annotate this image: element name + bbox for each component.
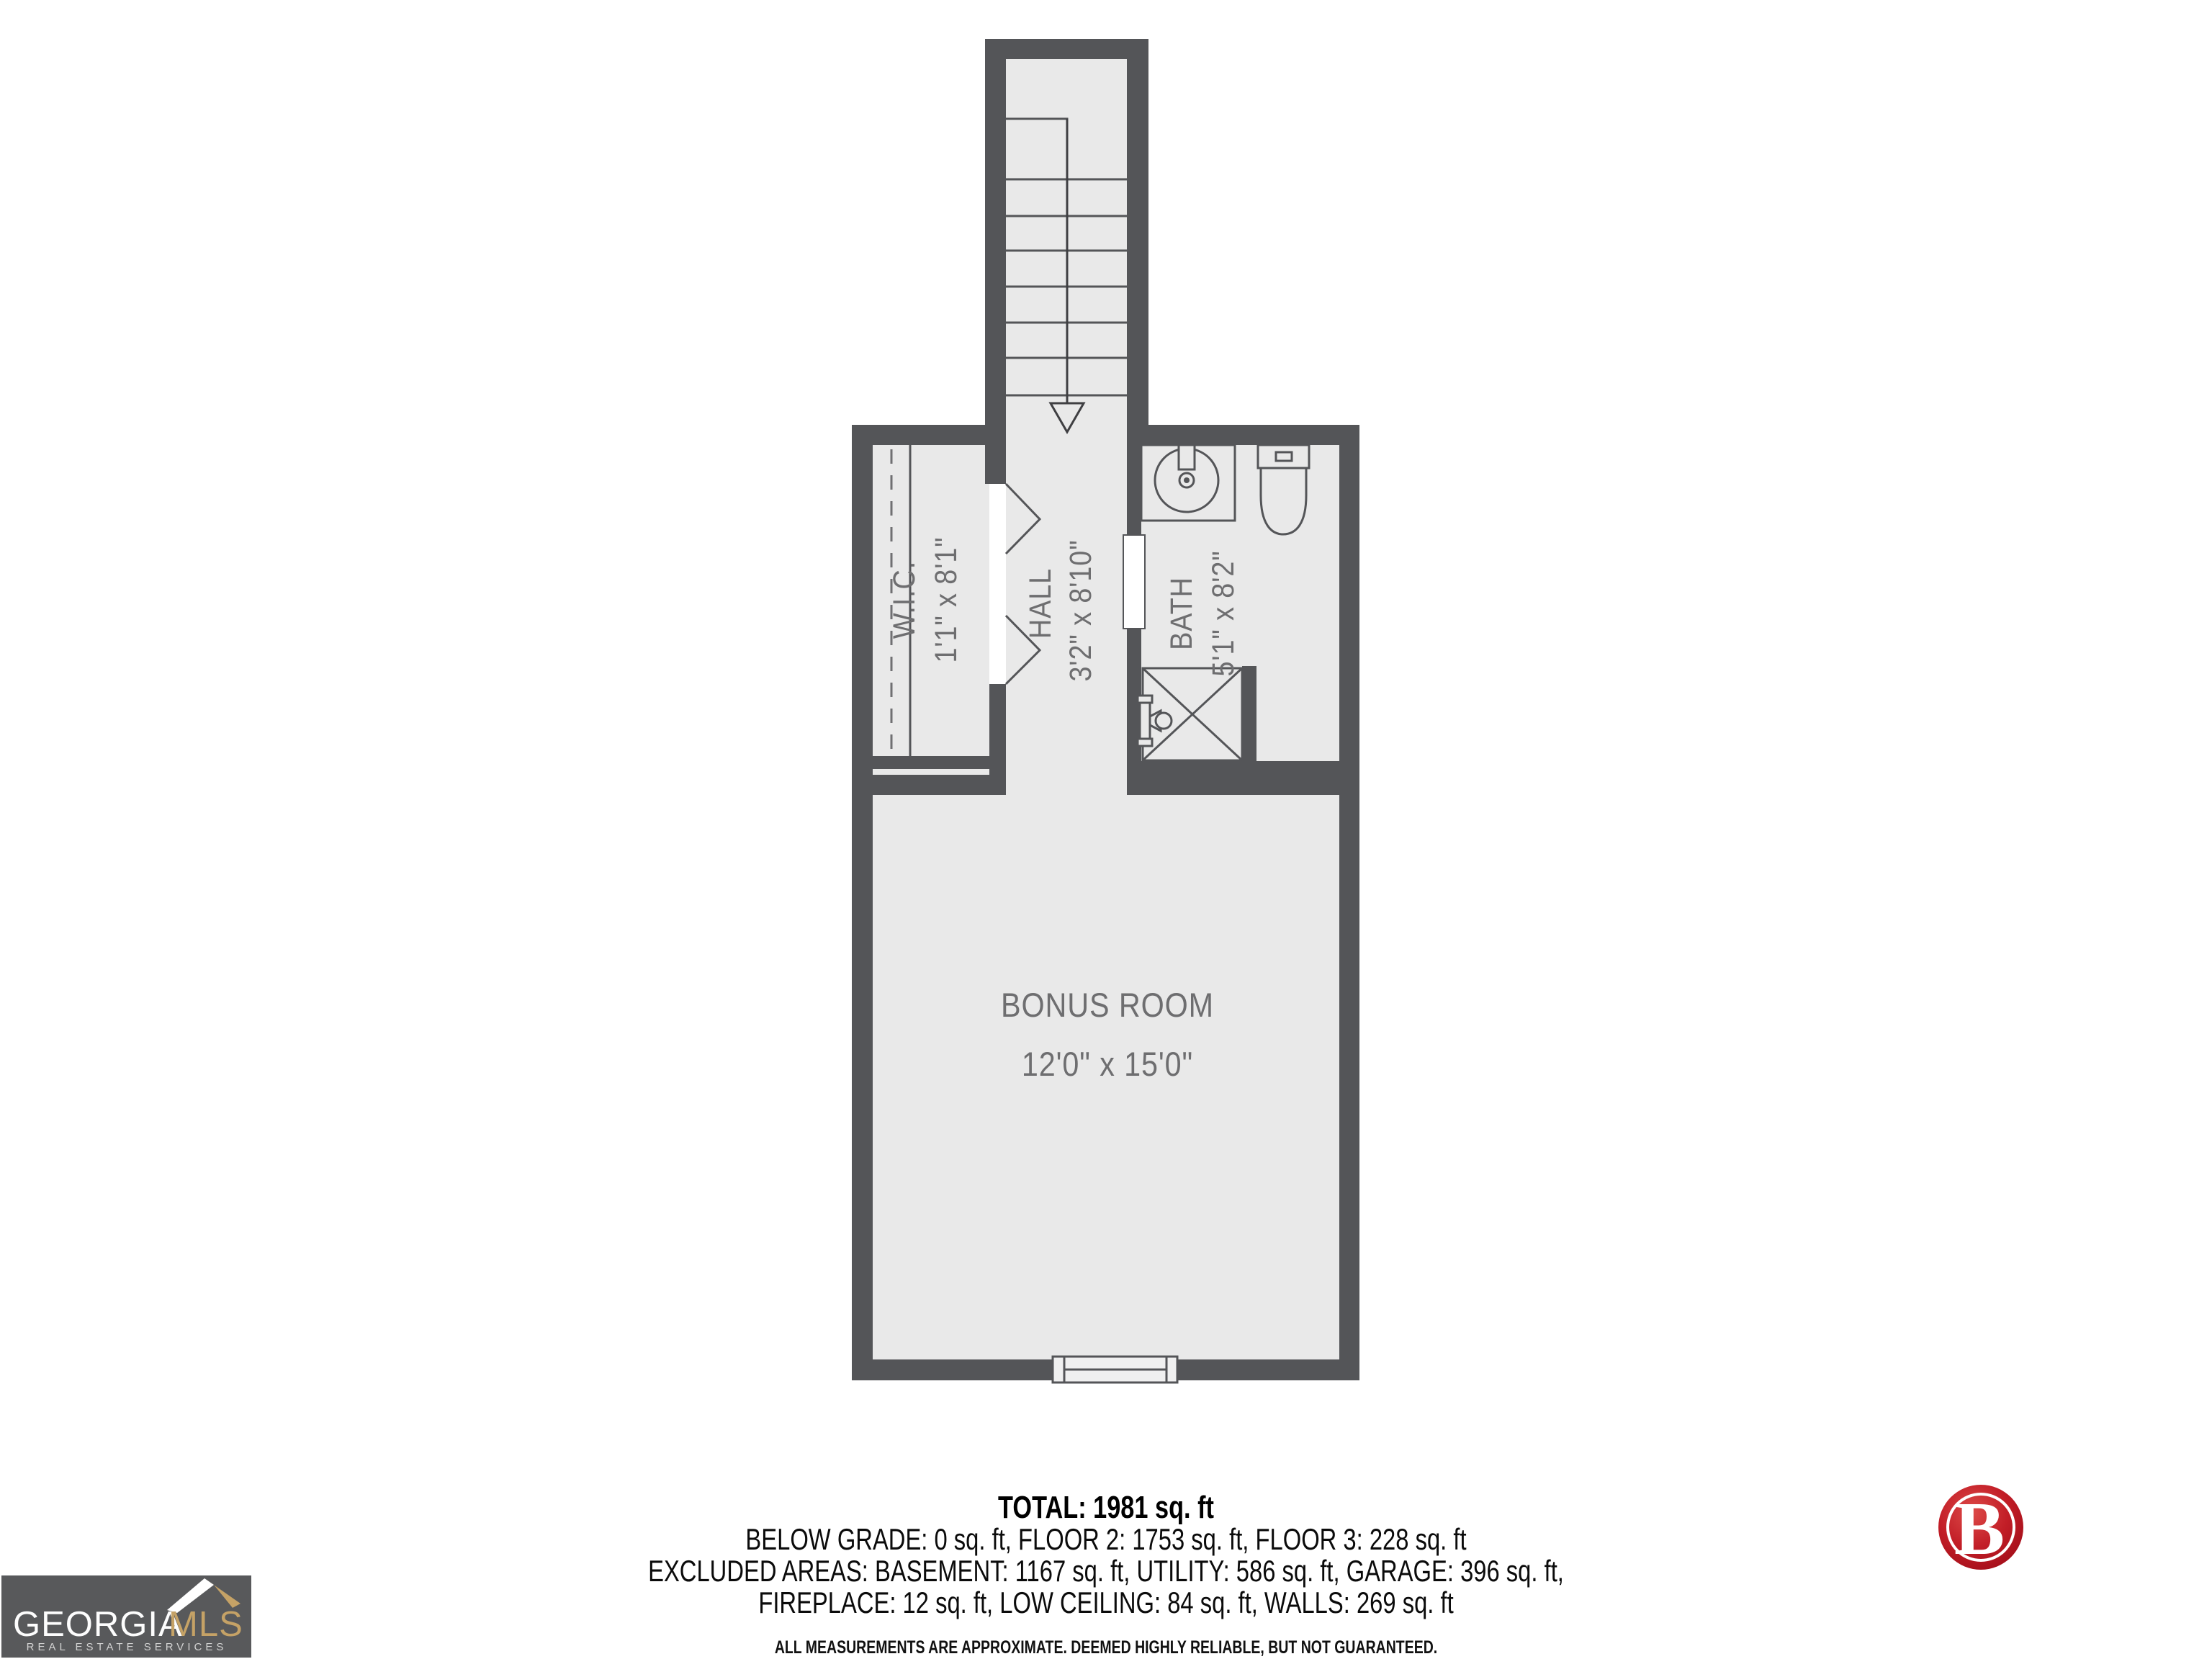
room-dims-bath: 5'1" x 8'2" [1205,550,1241,677]
wall [873,756,1006,769]
room-name-bath: BATH [1163,577,1199,650]
wall [1127,425,1359,445]
wall [1127,39,1148,445]
wall [1339,425,1359,1380]
floor-plan [852,39,1359,1382]
room-name-hall: HALL [1022,567,1058,639]
summary-excluded-2: FIREPLACE: 12 sq. ft, LOW CEILING: 84 sq. ft, WALLS: 269 sq. ft [758,1586,1454,1619]
bath-door [1123,535,1145,629]
wall [1242,666,1256,774]
logo-tagline: REAL ESTATE SERVICES [26,1641,228,1653]
georgia-mls-logo [1,1575,251,1658]
wall [1127,761,1339,774]
wall [852,425,1006,445]
broker-b-logo [1938,1485,2023,1570]
summary-total: TOTAL: 1981 sq. ft [998,1489,1214,1526]
wall [1177,1359,1359,1380]
summary-floors: BELOW GRADE: 0 sq. ft, FLOOR 2: 1753 sq. ft, FLOOR 3: 228 sq. ft [745,1522,1467,1556]
wall [1127,445,1141,535]
wall [852,1359,1053,1380]
logo-letter: B [1954,1486,2005,1570]
area-summary [648,1490,1564,1658]
logo-brand-text: GEORGIA [13,1605,183,1644]
room-dims-bonus: 12'0" x 15'0" [1021,1046,1194,1084]
sink-icon [1141,445,1235,521]
wall [985,39,1006,484]
wall [852,775,1006,795]
room-dims-wic: 1'1" x 8'1" [927,536,963,663]
summary-excluded-1: EXCLUDED AREAS: BASEMENT: 1167 sq. ft, UTILITY: 586 sq. ft, GARAGE: 396 sq. ft, [648,1554,1564,1588]
wall [852,425,873,1380]
room-name-wic: W.I.C. [886,560,922,639]
wall [989,683,1006,795]
room-dims-hall: 3'2" x 8'10" [1062,539,1098,682]
wall [985,39,1148,59]
logo-brand-suffix: MLS [168,1605,243,1644]
room-name-bonus: BONUS ROOM [1001,986,1214,1025]
summary-disclaimer: ALL MEASUREMENTS ARE APPROXIMATE. DEEMED HIGHLY RELIABLE, BUT NOT GUARANTEED. [774,1637,1438,1658]
window [1053,1357,1177,1382]
wall [1127,774,1359,795]
